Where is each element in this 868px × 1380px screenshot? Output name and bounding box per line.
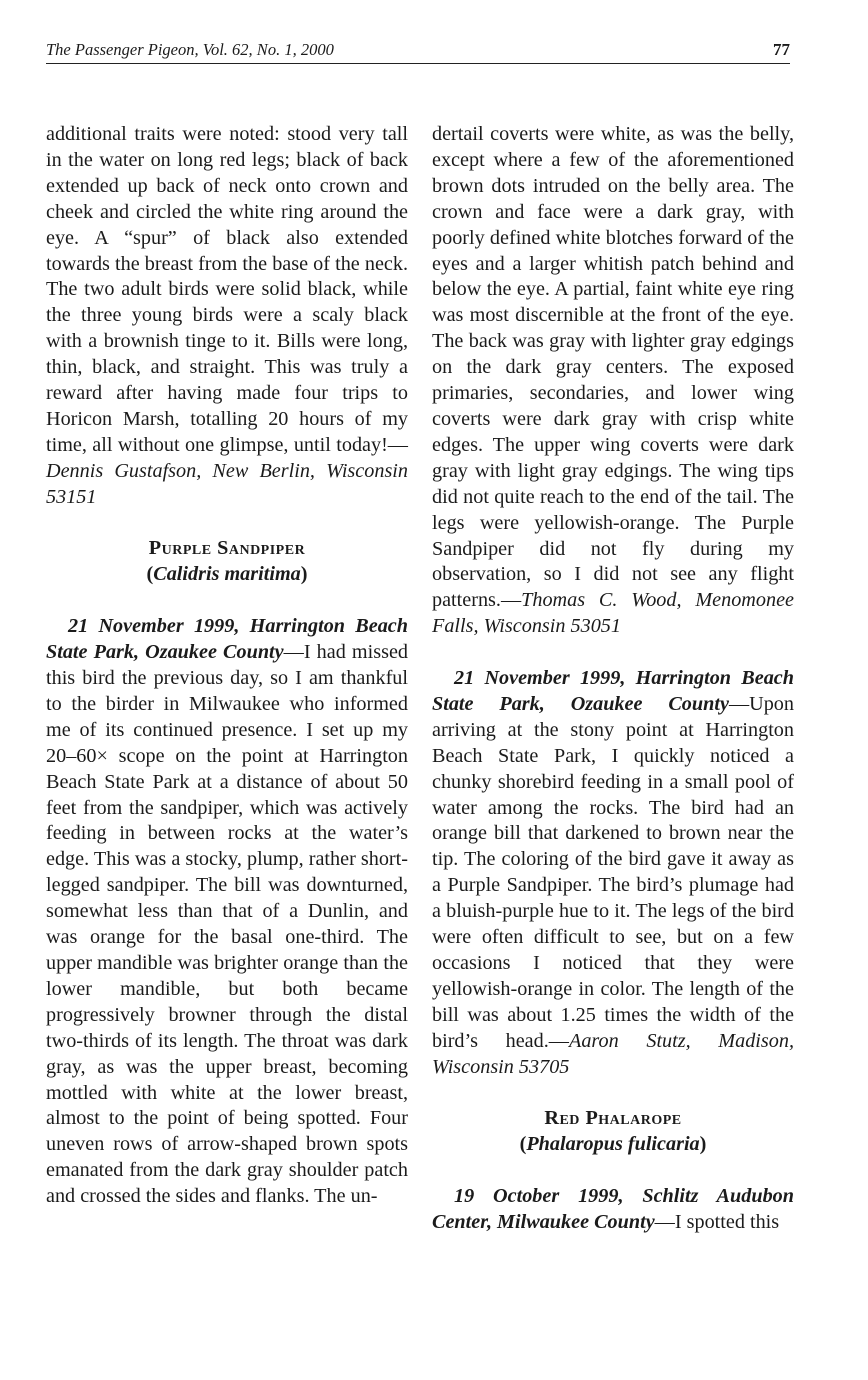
species-latin-line: (Calidris maritima): [146, 563, 308, 586]
report-text: —Upon arriving at the stony point at Harrington Beach State Park, I quickly noticed a chunky shorebird feeding in a small pool of water among the rocks. The bird had an orange bill that darkened to brown near the tip. The coloring of the bird gave it away as a Purple Sandpiper. The bird’s plumage had a bluish-purple hue to it. The legs of the bird were often difficult to see, but on a few occasions I noticed that they were yellowish-orange in color. The length of the bill was about 1.25 times the width of the bird’s head.—: [432, 692, 794, 1052]
report-date-location: 21 November 1999, Harrington Beach State Park, Ozaukee County: [432, 667, 794, 715]
species-latin: Calidris maritima: [153, 563, 301, 586]
report-paragraph: [46, 122, 408, 511]
species-latin: Phalaropus fulicaria: [526, 1133, 700, 1156]
report-date-location: 19 October 1999, Schlitz Audubon Center, Milwaukee County: [432, 1185, 794, 1234]
species-heading: Purple Sandpiper: [148, 537, 306, 560]
report-paragraph: [432, 1184, 794, 1236]
report-signature: Dennis Gustafson, New Berlin, Wisconsin 53151: [46, 459, 408, 508]
running-header: [46, 40, 790, 64]
species-latin-line: (Phalaropus fulicaria): [519, 1133, 707, 1156]
report-date-location: 21 November 1999, Harrington Beach State Park, Ozaukee County: [46, 615, 408, 664]
journal-title: The Passenger Pigeon, Vol. 62, No. 1, 2000: [46, 40, 334, 59]
right-column: [432, 122, 794, 1236]
report-text: —I spotted this: [654, 1211, 780, 1234]
left-column: [46, 122, 408, 1210]
report-paragraph: [432, 666, 794, 1081]
report-paragraph: [46, 614, 408, 1210]
page-number: 77: [773, 40, 790, 59]
report-paragraph: [432, 122, 794, 640]
report-signature: Aaron Stutz, Madison, Wisconsin 53705: [432, 1029, 795, 1078]
report-text: dertail coverts were white, as was the belly, except where a few of the aforementioned brown dots intruded on the belly area. The crown and face were a dark gray, with poorly defined white blotches forward of the eyes and a larger whitish patch behind and below the eye. A partial, faint white eye ring was most discernible at the front of the eye. The back was gray with lighter gray edgings on the dark gray centers. The exposed primaries, secondaries, and lower wing coverts were dark gray with crisp white edges. The upper wing coverts were dark gray with light gray edgings. The wing tips did not quite reach to the end of the tail. The legs were yellowish-orange. The Purple Sandpiper did not fly during my observation, so I did not see any flight patterns.—: [432, 123, 794, 612]
report-signature: Thomas C. Wood, Menomonee Falls, Wisconsin 53051: [432, 589, 794, 638]
species-heading: Red Phalarope: [544, 1107, 682, 1130]
report-text: additional traits were noted: stood very tall in the water on long red legs; black of back extended up back of neck onto crown and cheek and circled the white ring around the eye. A “spur” of black also extended towards the breast from the base of the neck. The two adult birds were solid black, while the three young birds were a scaly black with a brownish tinge to it. Bills were long, thin, black, and straight. This was truly a reward after having made four trips to Horicon Marsh, totalling 20 hours of my time, all without one glimpse, until today!—: [46, 123, 408, 456]
report-text: —I had missed this bird the previous day, so I am thankful to the birder in Milwaukee who informed me of its continued presence. I set up my 20–60× scope on the point at Harrington Beach State Park at a distance of about 50 feet from the sandpiper, which was actively feeding in between rocks at the water’s edge. This was a stocky, plump, rather short-legged sandpiper. The bill was downturned, somewhat less than that of a Dunlin, and was orange for the basal one-third. The upper mandible was brighter orange than the lower mandible, but both became progressively browner through the distal two-thirds of its length. The throat was dark gray, as was the upper breast, becoming mottled with white at the lower breast, almost to the point of being spotted. Four uneven rows of arrow-shaped brown spots emanated from the dark gray shoulder patch and crossed the sides and flanks. The un-: [46, 641, 408, 1208]
